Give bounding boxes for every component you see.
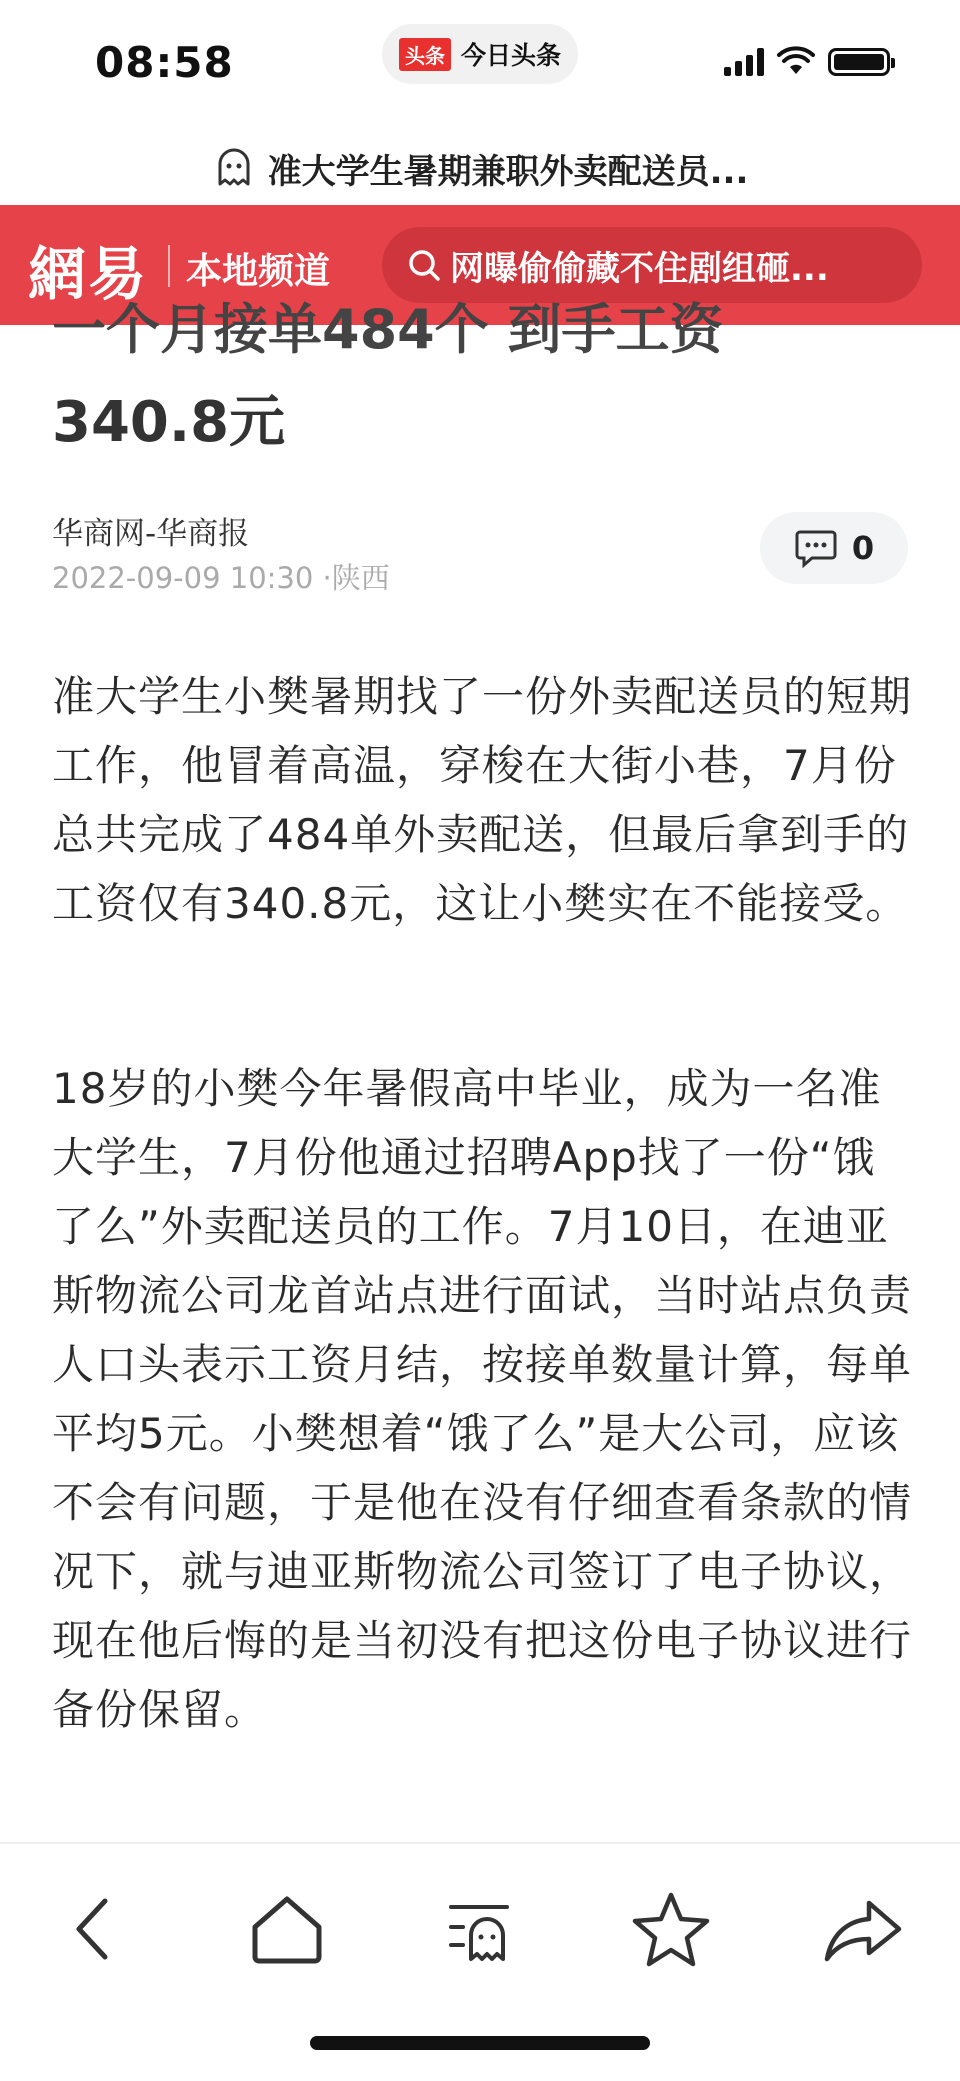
share-button[interactable]	[818, 1884, 908, 1974]
headline-partial: 一个月接单484个 到手工资	[52, 298, 724, 361]
netease-logo[interactable]: 網易	[28, 240, 149, 308]
star-icon	[629, 1887, 713, 1971]
article-paragraph: 准大学生小樊暑期找了一份外卖配送员的短期工作，他冒着高温，穿梭在大街小巷，7月份总共完成了484单外卖配送，但最后拿到手的工资仅有340.8元，这让小樊实在不能接受。	[52, 672, 913, 928]
home-icon	[245, 1887, 329, 1971]
top-title-text: 准大学生暑期兼职外卖配送员...	[267, 151, 749, 192]
toutiao-logo: 头条	[399, 38, 451, 71]
top-article-title-bar[interactable]	[0, 138, 960, 198]
app-switch-pill[interactable]	[382, 24, 578, 84]
wifi-icon	[778, 48, 814, 76]
status-time: 08:58	[95, 38, 234, 87]
search-bar[interactable]	[382, 227, 922, 303]
favorite-button[interactable]	[626, 1884, 716, 1974]
local-channel-link[interactable]: 本地频道	[186, 251, 331, 292]
share-icon	[821, 1887, 905, 1971]
status-icons	[724, 48, 890, 76]
cellular-signal-icon	[724, 48, 764, 76]
headline: 340.8元	[52, 390, 286, 455]
list-button[interactable]	[434, 1884, 524, 1974]
chevron-left-icon	[53, 1887, 137, 1971]
home-indicator[interactable]	[310, 2036, 650, 2050]
app-name: 今日头条	[460, 41, 561, 70]
search-suggestion: 网曝偷偷藏不住剧组砸...	[450, 248, 829, 289]
ghost-list-icon	[437, 1887, 521, 1971]
article-source[interactable]: 华商网-华商报	[52, 516, 250, 552]
comment-count: 0	[851, 529, 875, 567]
comment-icon	[794, 528, 838, 568]
battery-icon	[828, 48, 890, 76]
ghost-icon	[212, 146, 256, 190]
article-meta: 2022-09-09 10:30 ·陕西	[52, 561, 390, 595]
search-icon	[406, 247, 442, 283]
article-paragraph: 18岁的小樊今年暑假高中毕业，成为一名准大学生，7月份他通过招聘App找了一份“饿了么”外卖配送员的工作。7月10日，在迪亚斯物流公司龙首站点进行面试，当时站点负责人口头表示工资月结，按接单数量计算，每单平均5元。小樊想着“饿了么”是大公司，应该不会有问题，于是他在没有仔细查看条款的情况下，就与迪亚斯物流公司签订了电子协议，现在他后悔的是当初没有把这份电子协议进行备份保留。	[52, 1064, 913, 1734]
status-bar	[0, 0, 960, 126]
home-button[interactable]	[242, 1884, 332, 1974]
back-button[interactable]	[50, 1884, 140, 1974]
header-divider	[168, 245, 170, 287]
comment-button[interactable]	[760, 512, 908, 584]
